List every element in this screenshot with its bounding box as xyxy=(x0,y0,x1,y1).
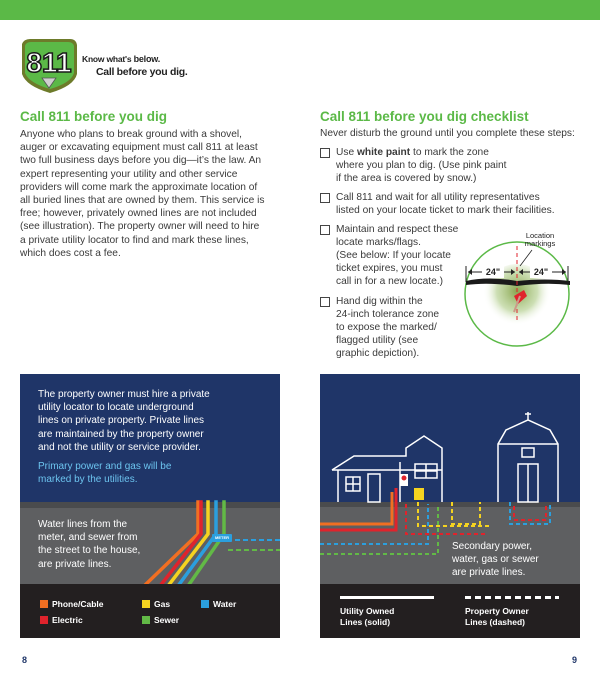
legend-electric: Electric xyxy=(52,615,83,625)
panel-left-text: The property owner must hire a private utility locator to locate underground lines on private property. Private lines are maintained by the property owner and not the utility or service provider. xyxy=(38,389,210,453)
distance-left-label: 24" xyxy=(485,267,501,277)
tolerance-zone-diagram xyxy=(458,226,578,366)
barn-icon xyxy=(498,412,558,502)
legend-gas: Gas xyxy=(154,599,170,609)
checklist-item-2: Call 811 and wait for all utility representatives listed on your locate ticket to mark their facilities. xyxy=(320,191,590,219)
legend-sewer: Sewer xyxy=(154,615,179,625)
dashed-line-sample xyxy=(465,596,559,599)
logo-tagline: Know what's below. Call before you dig. xyxy=(82,54,188,78)
legend xyxy=(20,584,280,638)
line-type-legend xyxy=(320,584,580,638)
legend-phone-cable: Phone/Cable xyxy=(52,599,103,609)
checklist-heading: Call 811 before you dig checklist xyxy=(320,109,529,124)
checklist-item-3: Maintain and respect these locate marks/flags. (See below: If your locate ticket expires, you must call in for a new locate.) xyxy=(320,223,460,291)
checklist-item-4: Hand dig within the 24-inch tolerance zone to expose the marked/ flagged utility (see graphic depiction). xyxy=(320,295,460,363)
checkbox[interactable] xyxy=(320,193,330,203)
property-illustration xyxy=(320,374,580,584)
property-owner-label: Property Owner Lines (dashed) xyxy=(465,606,529,627)
page-number-right: 9 xyxy=(572,655,578,665)
meter-icon: METER xyxy=(212,534,232,542)
house-icon xyxy=(332,436,442,502)
ground-text: Water lines from the meter, and sewer from the street to the house, are private lines. xyxy=(38,519,141,570)
private-locator-panel xyxy=(20,374,280,638)
utility-owned-label: Utility Owned Lines (solid) xyxy=(340,606,395,627)
logo-number: 811 xyxy=(26,47,72,78)
legend-water: Water xyxy=(213,599,236,609)
markings-label: markings xyxy=(524,239,556,248)
checkbox[interactable] xyxy=(320,225,330,235)
solid-line-sample xyxy=(340,596,434,599)
checklist-item-1: Use white paint to mark the zone where you plan to dig. (Use pink paint if the area is covered by snow.) xyxy=(320,146,590,186)
secondary-lines-text: Secondary power, water, gas or sewer are private lines. xyxy=(452,541,539,579)
distance-right-label: 24" xyxy=(533,267,549,277)
property-lines-panel xyxy=(320,374,580,638)
location-label: Location xyxy=(525,231,555,240)
checkbox[interactable] xyxy=(320,148,330,158)
top-accent-bar xyxy=(0,0,600,20)
left-body: Anyone who plans to break ground with a shovel, auger or excavating equipment must call 811 at least two full business days before you dig—it’s the law. An expert representing your utility and other service providers will come mark the approximate location of all buried lines that are owned by them. This service is free; however, privately owned lines are not included (see illustration). The property owner will need to hire a private utility locator to find and mark these lines, which does cost a fee. xyxy=(20,129,265,259)
left-heading: Call 811 before you dig xyxy=(20,109,168,124)
checklist-intro: Never disturb the ground until you complete these steps: xyxy=(320,128,575,139)
page-number-left: 8 xyxy=(22,655,28,665)
checkbox[interactable] xyxy=(320,297,330,307)
panel-left-note: Primary power and gas will be marked by the utilities. xyxy=(38,461,172,486)
